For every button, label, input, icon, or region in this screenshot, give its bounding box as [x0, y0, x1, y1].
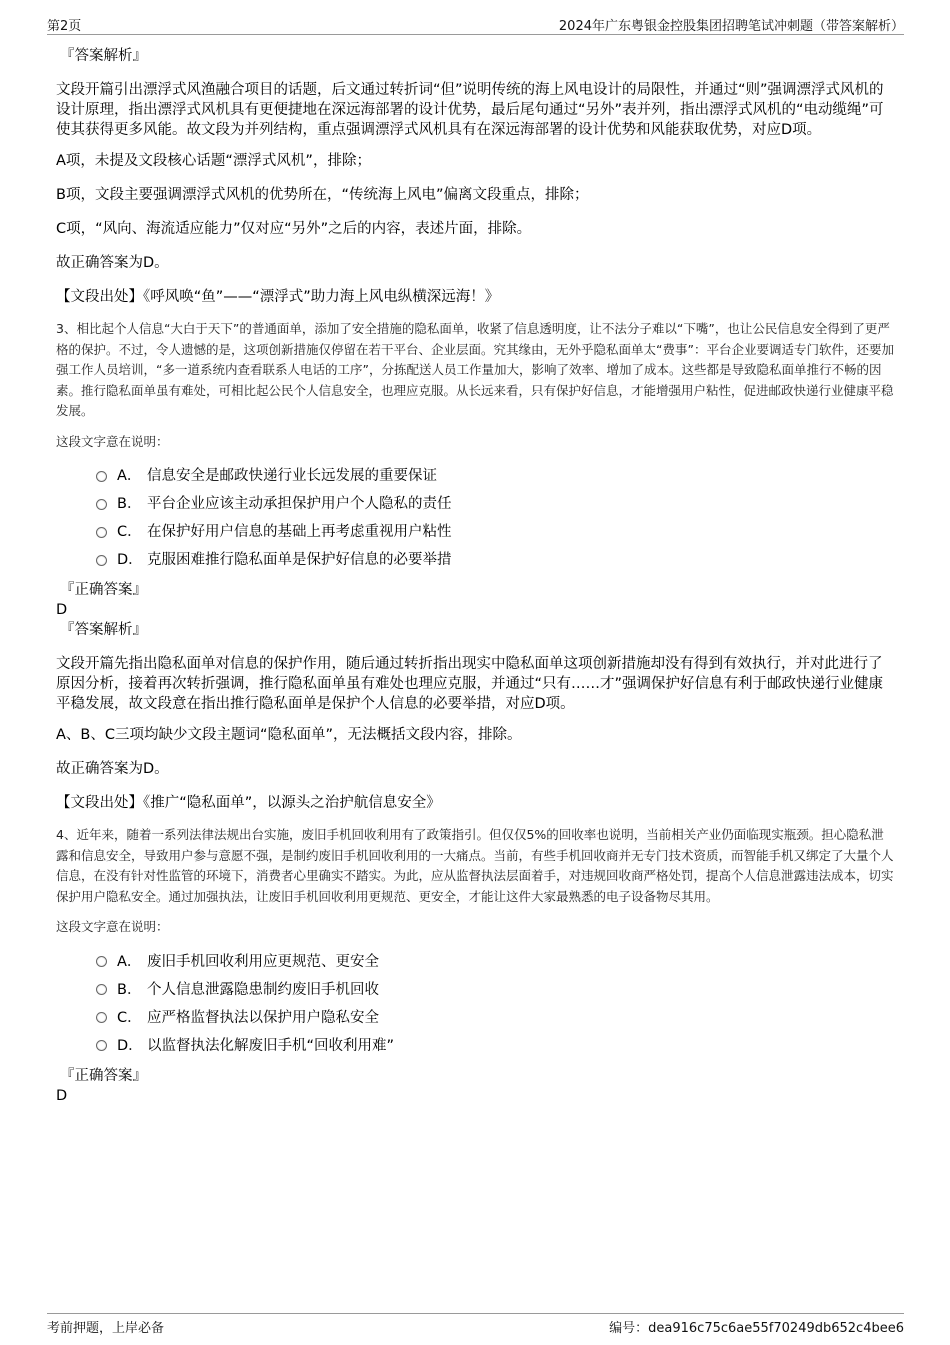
q4-option-a[interactable]: A． 废旧手机回收利用应更规范、更安全 [96, 948, 896, 976]
q3-source: 【文段出处】《推广“隐私面单”，以源头之治护航信息安全》 [56, 795, 441, 811]
q3-analysis: 文段开篇先指出隐私面单对信息的保护作用，随后通过转折指出现实中隐私面单这项创新措施却没有得到有效执行，并对此进行了原因分析，接着再次转折强调，推行隐私面单虽有难处也理应克服，并通过“只有……才”强调保护好信息有利于邮政快递行业健康平稳发展，故文段意在指出推行隐私面单是保护个人信息的必要举措，对应D项。 [56, 656, 884, 712]
page-number: 第2页 [47, 19, 82, 34]
q3-analysis-label: 『答案解析』 [60, 622, 147, 638]
q2-option-a-note: A项，未提及文段核心话题“漂浮式风机”，排除； [56, 153, 371, 169]
q4-stem: 4、近年来，随着一系列法律法规出台实施，废旧手机回收利用有了政策指引。但仅仅5%的回收率也说明，当前相关产业仍面临现实瓶颈。担心隐私泄露和信息安全，导致用户参与意愿不强，是制约废旧手机回收利用的一大痛点。当前，有些手机回收商并无专门技术资质，而智能手机又绑定了大量个人信息，在没有针对性监管的环境下，消费者心里确实不踏实。为此，应从监督执法层面着手，对违规回收商严格处罚，提高个人信息泄露违法成本，切实保护用户隐私安全。通过加强执法，让废旧手机回收利用更规范、更安全，才能让这件大家最熟悉的电子设备物尽其用。 [56, 827, 894, 904]
q4-answer: D [56, 1087, 68, 1104]
radio-icon[interactable] [96, 527, 107, 538]
q3-conclusion: 故正确答案为D。 [56, 761, 169, 777]
q2-source: 【文段出处】《呼风唤“鱼”——“漂浮式”助力海上风电纵横深远海！》 [56, 289, 500, 305]
q3-answer-label: 『正确答案』 [60, 582, 147, 598]
q3-option-b[interactable]: B． 平台企业应该主动承担保护用户个人隐私的责任 [96, 490, 896, 518]
q4-option-d[interactable]: D． 以监督执法化解废旧手机“回收利用难” [96, 1032, 896, 1060]
radio-icon[interactable] [96, 956, 107, 967]
q3-stem: 3、相比起个人信息“大白于天下”的普通面单，添加了安全措施的隐私面单，收紧了信息透明度，让不法分子难以“下嘴”，也让公民信息安全得到了更严格的保护。不过，令人遗憾的是，这项创新措施仅停留在若干平台、企业层面。究其缘由，无外乎隐私面单太“费事”：平台企业要调适专门软件，还要加强工作人员培训，“多一道系统内查看联系人电话的工序”，分拣配送人员工作量加大，影响了效率、增加了成本。这些都是导致隐私面单推行不畅的因素。推行隐私面单虽有难处，可相比起公民个人信息安全，也理应克服。从长远来看，只有保护好信息，才能增强用户粘性，促进邮政快递行业健康平稳发展。 [56, 321, 894, 418]
radio-icon[interactable] [96, 1012, 107, 1023]
q3-answer: D [56, 602, 68, 618]
q3-abc-note: A、B、C三项均缺少文段主题词“隐私面单”，无法概括文段内容，排除。 [56, 727, 522, 743]
q4-option-b[interactable]: B． 个人信息泄露隐患制约废旧手机回收 [96, 976, 896, 1004]
radio-icon[interactable] [96, 555, 107, 566]
q2-analysis: 文段开篇引出漂浮式风渔融合项目的话题，后文通过转折词“但”说明传统的海上风电设计的局限性，并通过“则”强调漂浮式风机的设计原理，指出漂浮式风机具有更便捷地在深远海部署的设计优势，最后尾句通过“另外”表并列，指出漂浮式风机的“电动缆绳”可使其获得更多风能。故文段为并列结构，重点强调漂浮式风机具有在深远海部署的设计优势和风能获取优势，对应D项。 [56, 82, 884, 138]
q2-option-c-note: C项，“风向、海流适应能力”仅对应“另外”之后的内容，表述片面，排除。 [56, 221, 532, 237]
page-footer [47, 1313, 904, 1338]
document-title: 2024年广东粤银金控股集团招聘笔试冲刺题（带答案解析） [558, 19, 904, 34]
radio-icon[interactable] [96, 471, 107, 482]
q2-analysis-label: 『答案解析』 [60, 48, 147, 64]
q3-options [96, 462, 896, 574]
q2-option-b-note: B项，文段主要强调漂浮式风机的优势所在，“传统海上风电”偏离文段重点，排除； [56, 187, 589, 203]
q4-option-c[interactable]: C． 应严格监督执法以保护用户隐私安全 [96, 1004, 896, 1032]
q4-answer-label: 『正确答案』 [60, 1067, 147, 1084]
q3-option-a[interactable]: A． 信息安全是邮政快递行业长远发展的重要保证 [96, 462, 896, 490]
page-content [56, 46, 896, 1106]
q3-option-d[interactable]: D． 克服困难推行隐私面单是保护好信息的必要举措 [96, 546, 896, 574]
radio-icon[interactable] [96, 984, 107, 995]
radio-icon[interactable] [96, 499, 107, 510]
q3-prompt: 这段文字意在说明： [56, 433, 169, 449]
q2-conclusion: 故正确答案为D。 [56, 255, 169, 271]
footer-slogan: 考前押题，上岸必备 [47, 1321, 165, 1336]
q4-prompt: 这段文字意在说明： [56, 919, 169, 934]
q3-option-c[interactable]: C． 在保护好用户信息的基础上再考虑重视用户粘性 [96, 518, 896, 546]
document-id: 编号：dea916c75c6ae55f70249db652c4bee6 [609, 1321, 904, 1336]
q4-options [96, 948, 896, 1060]
page-header [47, 12, 904, 35]
radio-icon[interactable] [96, 1040, 107, 1051]
